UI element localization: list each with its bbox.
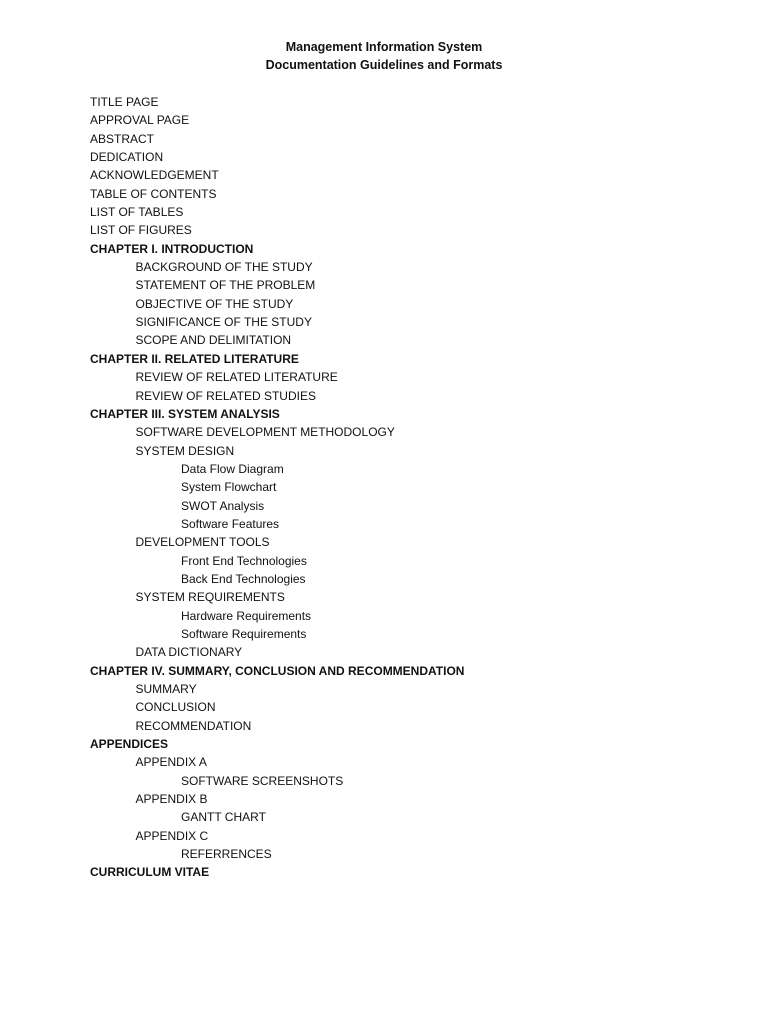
outline-subitem: Hardware Requirements bbox=[181, 608, 312, 623]
outline-subsection-item: DATA DICTIONARY bbox=[135, 645, 243, 660]
outline-subsection-item: RECOMMENDATION bbox=[135, 718, 252, 733]
outline-section-item: APPROVAL PAGE bbox=[90, 113, 190, 128]
outline-subitem: Front End Technologies bbox=[181, 553, 307, 568]
outline-chapter-heading: CHAPTER III. SYSTEM ANALYSIS bbox=[90, 406, 280, 421]
outline-section-item: LIST OF TABLES bbox=[90, 205, 184, 220]
outline-section-item: TABLE OF CONTENTS bbox=[90, 186, 217, 201]
outline-section-item: TITLE PAGE bbox=[90, 95, 159, 109]
outline-subsection-item: SCOPE AND DELIMITATION bbox=[135, 333, 292, 348]
outline-chapter-heading: CHAPTER IV. SUMMARY, CONCLUSION AND RECOMMENDATION bbox=[90, 663, 465, 678]
outline-chapter-heading: CURRICULUM VITAE bbox=[90, 865, 210, 880]
outline-subsection-item: SYSTEM DESIGN bbox=[135, 443, 235, 458]
outline-subsection-item: REVIEW OF RELATED LITERATURE bbox=[135, 370, 338, 385]
outline-section-item: ABSTRACT bbox=[90, 131, 155, 146]
outline-subitem: Back End Technologies bbox=[181, 571, 306, 586]
document-title-block bbox=[0, 38, 768, 75]
outline-subsection-item: BACKGROUND OF THE STUDY bbox=[135, 260, 313, 275]
outline-subsection-item: SYSTEM REQUIREMENTS bbox=[135, 590, 285, 605]
outline-section-item: DEDICATION bbox=[90, 150, 164, 165]
outline-chapter-heading: APPENDICES bbox=[90, 737, 169, 752]
outline-subsection-item: CONCLUSION bbox=[135, 700, 216, 715]
outline-chapter-heading: CHAPTER II. RELATED LITERATURE bbox=[90, 351, 299, 366]
outline-subsection-item: SUMMARY bbox=[135, 682, 197, 696]
outline-subsection-item: APPENDIX C bbox=[135, 828, 209, 843]
outline-subsection-item: SIGNIFICANCE OF THE STUDY bbox=[135, 315, 312, 330]
outline-subitem: Data Flow Diagram bbox=[181, 461, 284, 476]
outline-list bbox=[90, 93, 730, 882]
outline-subsection-item: APPENDIX A bbox=[135, 755, 207, 770]
outline-subitem: SWOT Analysis bbox=[181, 498, 265, 513]
outline-section-item: LIST OF FIGURES bbox=[90, 223, 192, 238]
outline-section-item: ACKNOWLEDGEMENT bbox=[90, 168, 219, 183]
document-subtitle: Documentation Guidelines and Formats bbox=[265, 58, 503, 73]
outline-subitem: Software Requirements bbox=[181, 626, 307, 641]
outline-subitem: Software Features bbox=[181, 516, 280, 531]
outline-subsection-item: REVIEW OF RELATED STUDIES bbox=[135, 388, 316, 403]
document-title: Management Information System bbox=[285, 40, 483, 54]
outline-subitem: System Flowchart bbox=[181, 480, 277, 495]
outline-subsection-item: OBJECTIVE OF THE STUDY bbox=[135, 296, 294, 311]
outline-subitem: REFERRENCES bbox=[181, 847, 272, 862]
outline-subsection-item: SOFTWARE DEVELOPMENT METHODOLOGY bbox=[135, 425, 395, 440]
outline-subsection-item: APPENDIX B bbox=[135, 792, 208, 807]
outline-subsection-item: STATEMENT OF THE PROBLEM bbox=[135, 278, 316, 293]
outline-subsection-item: DEVELOPMENT TOOLS bbox=[135, 535, 270, 550]
outline-chapter-heading: CHAPTER I. INTRODUCTION bbox=[90, 241, 254, 256]
outline-subitem: SOFTWARE SCREENSHOTS bbox=[181, 773, 344, 788]
outline-subitem: GANTT CHART bbox=[181, 810, 266, 825]
